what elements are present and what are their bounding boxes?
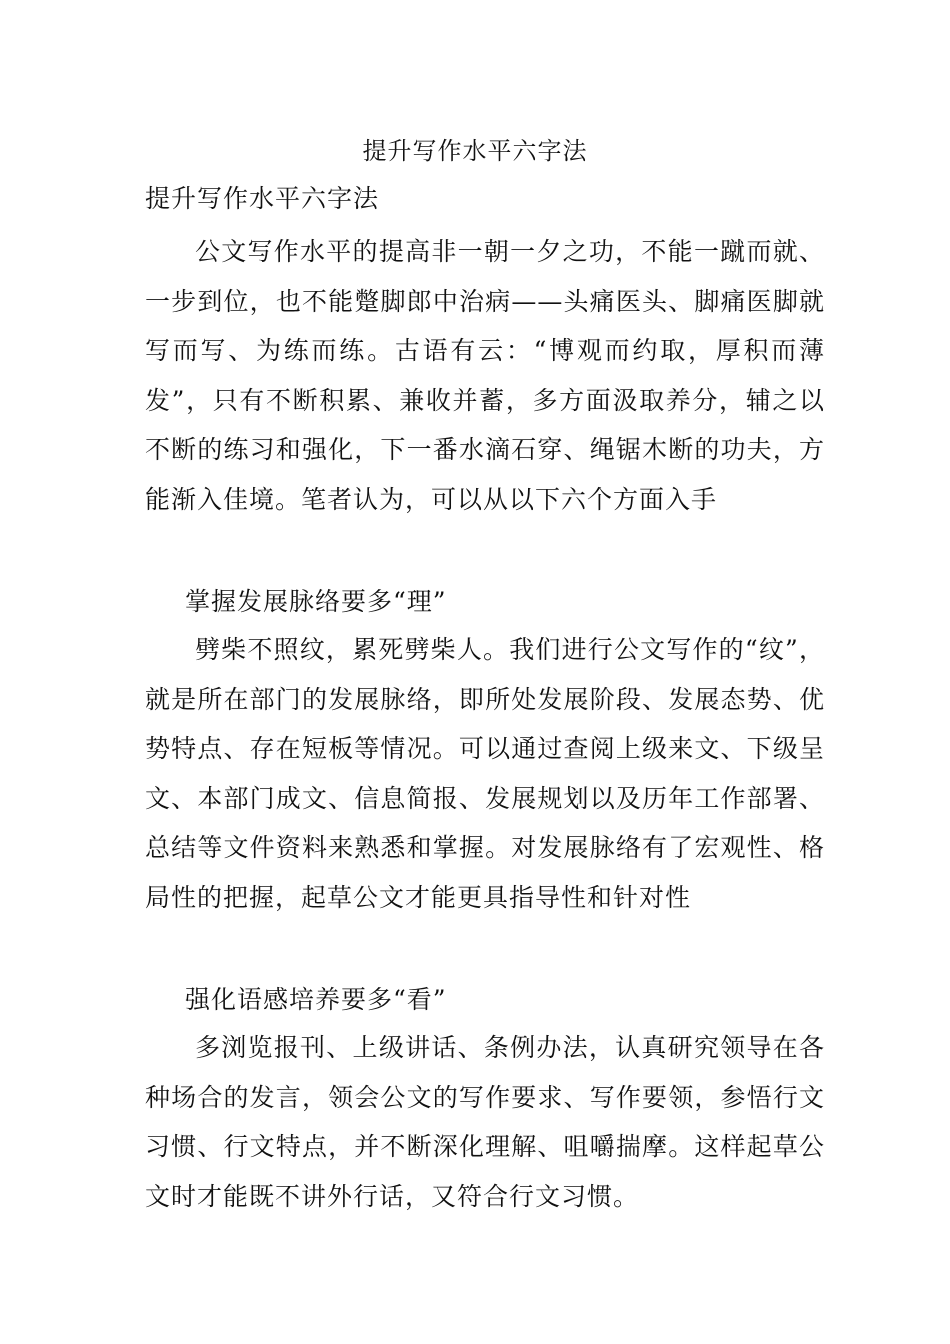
section-heading-2: 强化语感培养要多“看” bbox=[185, 985, 447, 1014]
document-body bbox=[145, 181, 825, 1221]
section-body-2: 多浏览报刊、上级讲话、条例办法，认真研究领导在各种场合的发言，领会公文的写作要求、写作要领，参悟行文习惯、行文特点，并不断深化理解、咀嚼揣摩。这样起草公文时才能既不讲外行话，又符合行文习惯。 bbox=[145, 1033, 825, 1211]
section-body-1: 劈柴不照纹，累死劈柴人。我们进行公文写作的“纹”，就是所在部门的发展脉络，即所处发展阶段、发展态势、优势特点、存在短板等情况。可以通过查阅上级来文、下级呈文、本部门成文、信息简报、发展规划以及历年工作部署、总结等文件资料来熟悉和掌握。对发展脉络有了宏观性、格局性的把握，起草公文才能更具指导性和针对性 bbox=[145, 635, 825, 912]
section-gap bbox=[145, 922, 825, 977]
document-title: 提升写作水平六字法 bbox=[362, 137, 588, 165]
intro-paragraph: 公文写作水平的提高非一朝一夕之功，不能一蹴而就、一步到位，也不能蹩脚郎中治病——头痛医头、脚痛医脚就写而写、为练而练。古语有云：“博观而约取，厚积而薄发”，只有不断积累、兼收并蓄，多方面汲取养分，辅之以不断的练习和强化，下一番水滴石穿、绳锯木断的功夫，方能渐入佳境。笔者认为，可以从以下六个方面入手 bbox=[145, 237, 825, 514]
document-subtitle: 提升写作水平六字法 bbox=[145, 184, 380, 213]
section-gap bbox=[145, 524, 825, 579]
section-heading-1: 掌握发展脉络要多“理” bbox=[185, 587, 447, 616]
